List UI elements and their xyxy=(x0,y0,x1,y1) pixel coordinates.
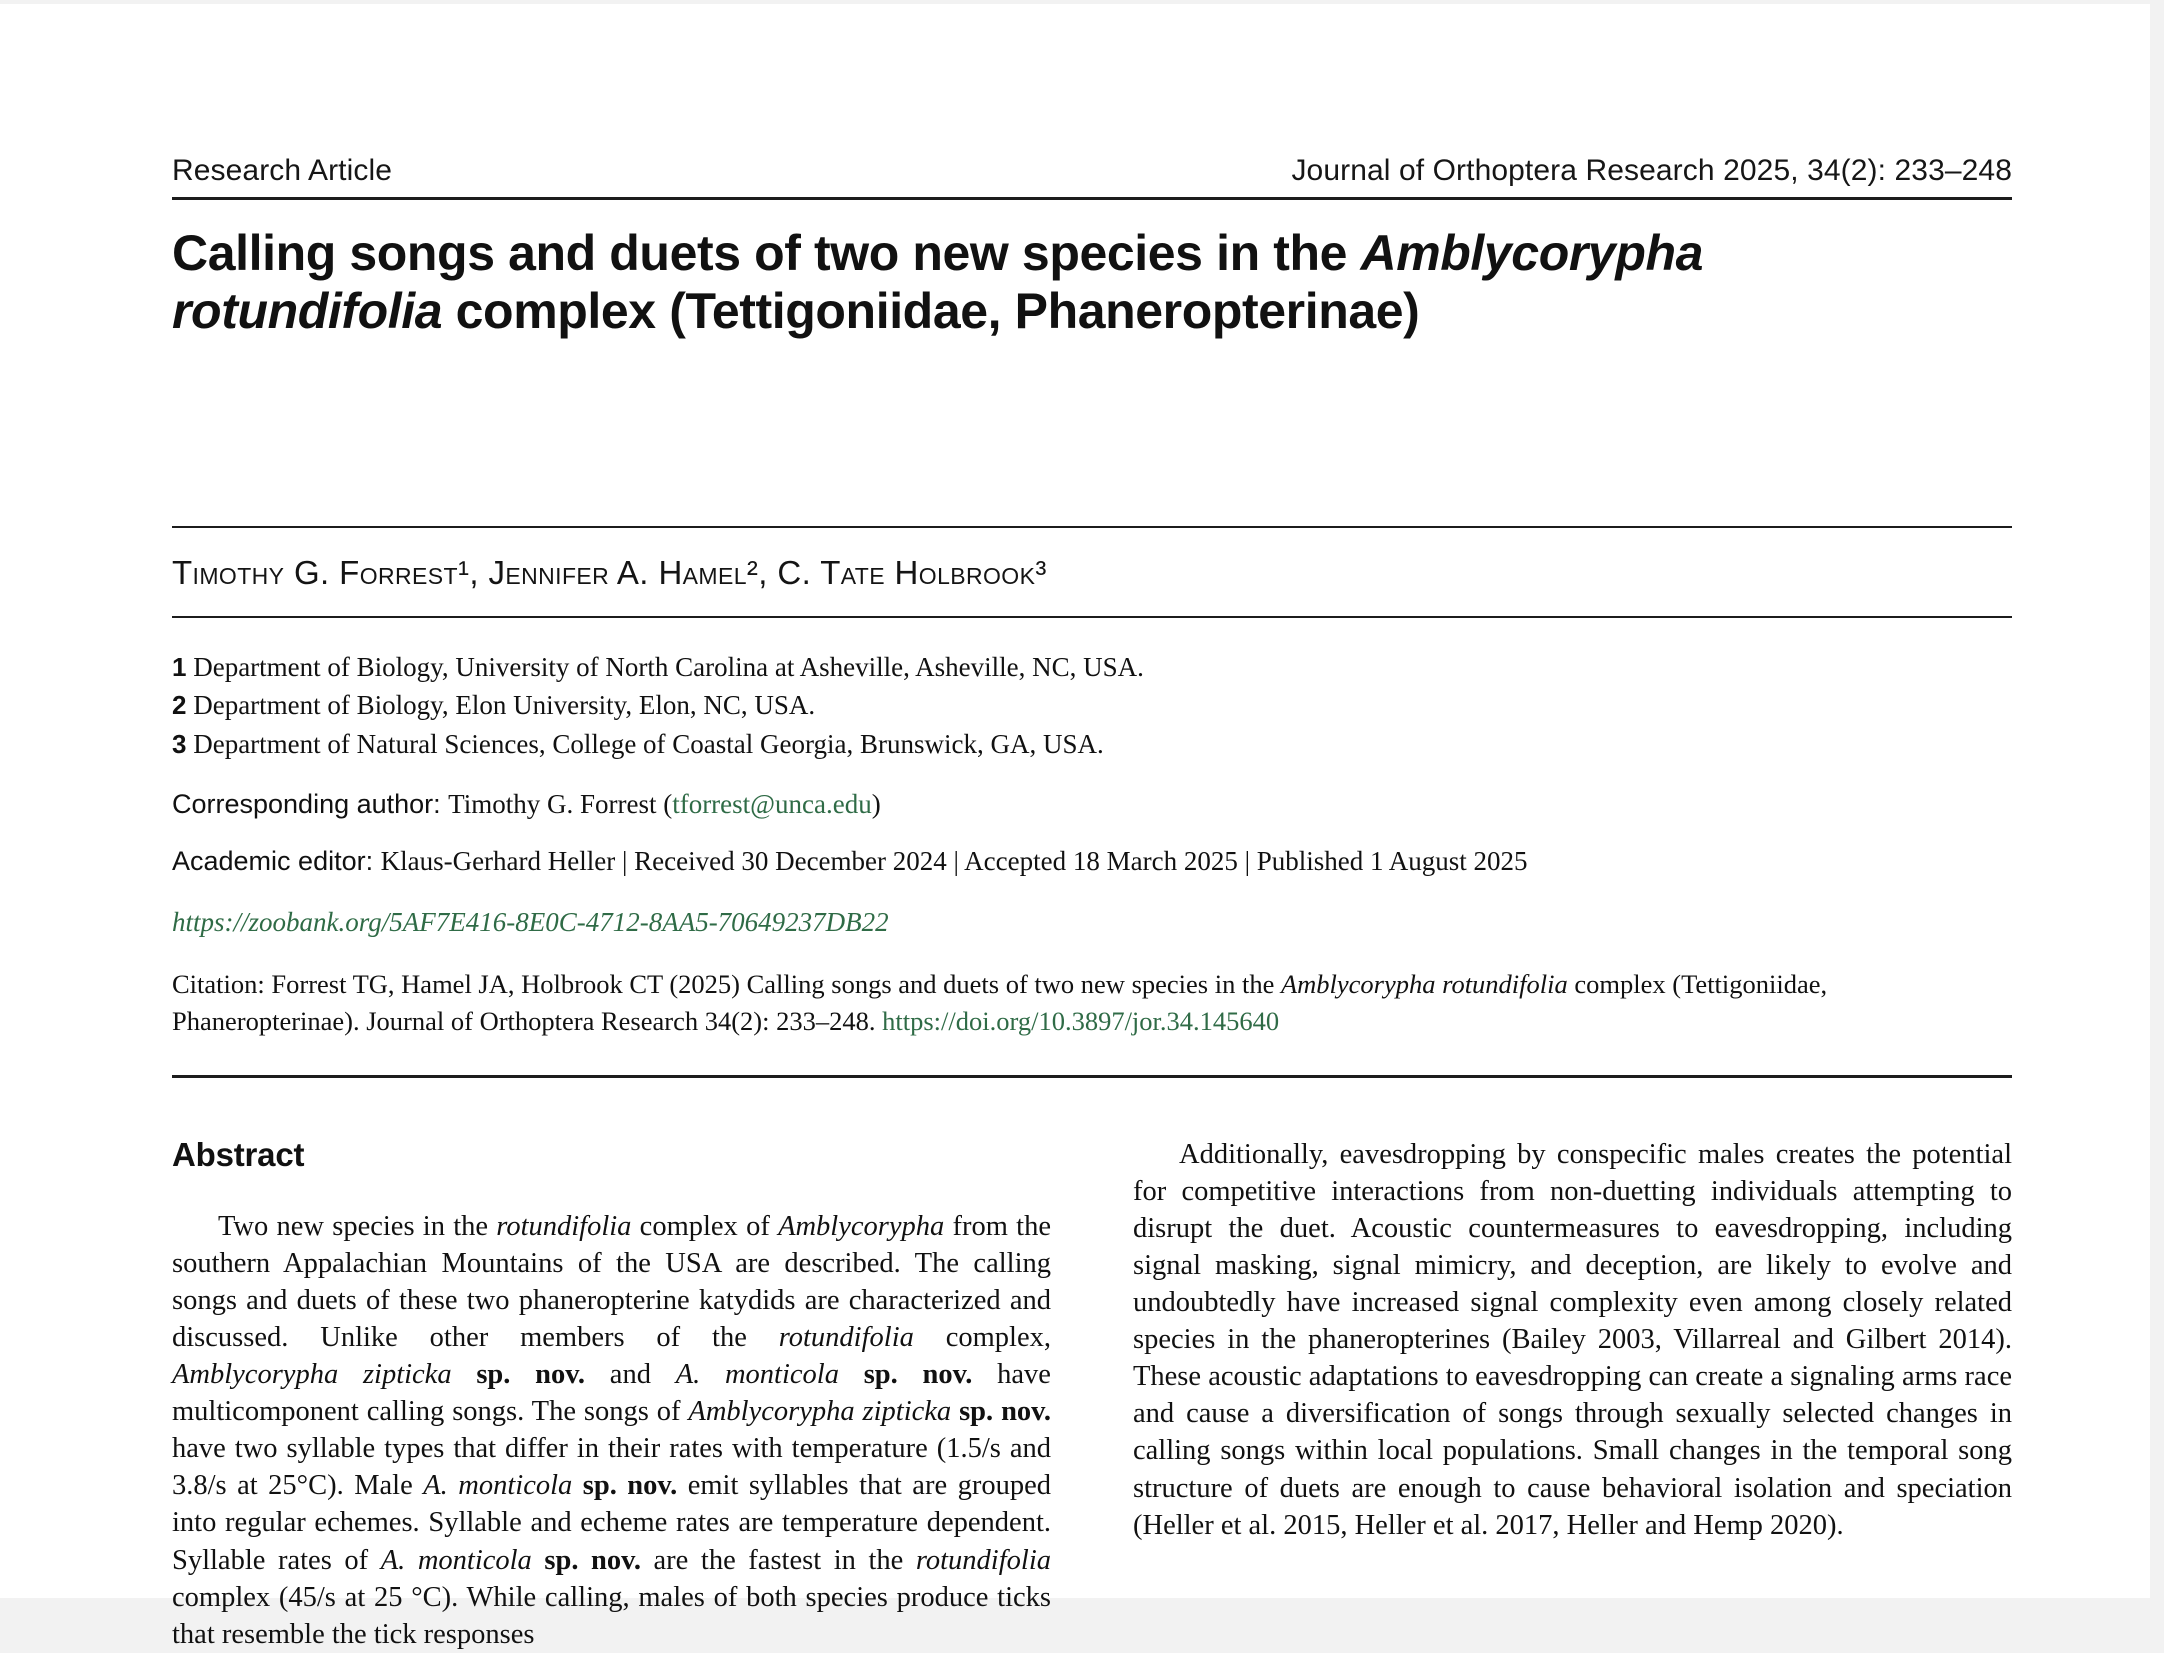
title-part-1: Calling songs and duets of two new species in the xyxy=(172,225,1361,281)
affiliation-1-text: Department of Biology, University of North Carolina at Asheville, Asheville, NC, USA. xyxy=(193,652,1144,682)
article-type-label: Research Article xyxy=(172,154,393,187)
corresponding-author-paren: ) xyxy=(871,788,881,819)
citation-block xyxy=(172,966,2012,1039)
corresponding-author-name: Timothy G. Forrest ( xyxy=(448,788,673,819)
page-title xyxy=(172,224,1972,340)
citation-part-1: Citation: Forrest TG, Hamel JA, Holbrook CT (2025) Calling songs and duets of two new species in the xyxy=(172,968,1281,999)
abs-b2: sp. nov. xyxy=(838,1359,973,1391)
abs-t4: complex, xyxy=(913,1322,1051,1354)
affiliation-3-number: 3 xyxy=(172,728,187,759)
citation-part-2: complex (Tettigoniidae, Phaneropterinae). Journal of Orthoptera Research 34(2): 233–248. xyxy=(172,968,1828,1036)
two-column-body xyxy=(172,1136,2012,1653)
corresponding-author-email-link[interactable]: tforrest@unca.edu xyxy=(672,788,872,819)
affiliation-3 xyxy=(172,725,2012,763)
abs-i4: Amblycorypha zipticka xyxy=(172,1359,452,1391)
abs-b5: sp. nov. xyxy=(531,1544,641,1576)
page-content xyxy=(172,4,2012,1653)
title-part-3: complex (Tettigoniidae, Phaneropterinae) xyxy=(442,283,1420,339)
affiliation-2-number: 2 xyxy=(172,690,187,721)
abs-i7: A. monticola xyxy=(423,1470,573,1502)
abs-i2: Amblycorypha xyxy=(778,1211,945,1243)
abs-b1: sp. nov. xyxy=(451,1359,586,1391)
abstract-paragraph xyxy=(172,1208,1051,1653)
author-list: Timothy G. Forrest¹, Jennifer A. Hamel², C. Tate Holbrook³ xyxy=(172,554,1047,591)
abs-i8: A. monticola xyxy=(380,1544,532,1576)
abs-t2: complex of xyxy=(631,1211,779,1243)
abs-t1: Two new species in the xyxy=(218,1211,497,1243)
abs-t6: have multicomponent calling songs. The songs of xyxy=(172,1359,1051,1428)
abs-t5: and xyxy=(585,1359,676,1391)
right-column-paragraph: Additionally, eavesdropping by conspecific males creates the potential for competitive interactions from non-duetting individuals attempting to disrupt the duet. Acoustic countermeasures to eavesdropping, including signal masking, signal mimicry, and deception, are likely to evolve and undoubtedly have increased signal complexity even among closely related species in the phaneropterines (Bailey 2003, Villarreal and Gilbert 2014). These acoustic adaptations to eavesdropping can create a signaling arms race and cause a diversification of songs through sexually selected changes in calling songs within local populations. Small changes in the temporal song structure of duets are enough to cause behavioral isolation and speciation (Heller et al. 2015, Heller et al. 2017, Heller and Hemp 2020). xyxy=(1133,1139,2012,1541)
abs-t9: are the fastest in the xyxy=(640,1544,916,1576)
abs-i3: rotundifolia xyxy=(778,1322,914,1354)
affiliation-1-number: 1 xyxy=(172,652,187,682)
authors-rule-bottom xyxy=(172,616,2012,618)
editorial-history-text: Klaus-Gerhard Heller | Received 30 December 2024 | Accepted 18 March 2025 | Published 1 August 2025 xyxy=(380,845,1528,876)
affiliation-3-text: Department of Natural Sciences, College of Coastal Georgia, Brunswick, GA, USA. xyxy=(193,728,1104,759)
affiliation-2 xyxy=(172,686,2012,724)
journal-citation-line: Journal of Orthoptera Research 2025, 34(2): 233–248 xyxy=(1291,154,2012,187)
affiliation-2-text: Department of Biology, Elon University, Elon, NC, USA. xyxy=(193,690,816,721)
abs-t3: from the southern Appalachian Mountains of the USA are described. The calling songs and duets of these two phaneropterine katydids are characterized and discussed. Unlike other members of the xyxy=(172,1211,1051,1354)
running-head xyxy=(172,4,2012,188)
abs-b4: sp. nov. xyxy=(572,1470,678,1502)
zoobank-line xyxy=(172,907,2012,938)
header-rule xyxy=(172,197,2012,200)
right-column xyxy=(1133,1136,2012,1653)
abs-i1: rotundifolia xyxy=(496,1211,632,1243)
metadata-block xyxy=(172,648,2012,1078)
authors-block xyxy=(172,526,2012,618)
left-column xyxy=(172,1136,1051,1653)
academic-editor-label: Academic editor: xyxy=(172,845,381,876)
abs-i9: rotundifolia xyxy=(915,1544,1051,1576)
title-species: rotundifolia xyxy=(172,283,443,339)
abs-t7: have two syllable types that differ in their rates with temperature (1.5/s and 3.8/s at 25°C). Male xyxy=(172,1433,1051,1502)
abs-t10: complex (45/s at 25 °C). While calling, males of both species produce ticks that resemble the tick responses xyxy=(172,1581,1051,1650)
affiliation-1 xyxy=(172,648,2012,686)
corresponding-author-line xyxy=(172,789,2012,820)
abs-b3: sp. nov. xyxy=(951,1396,1051,1428)
doi-link[interactable]: https://doi.org/10.3897/jor.34.145640 xyxy=(882,1005,1280,1036)
editorial-history-line xyxy=(172,846,2012,877)
abs-t8: emit syllables that are grouped into regular echemes. Syllable and echeme rates are temperature dependent. Syllable rates of xyxy=(172,1470,1051,1576)
abs-i6: Amblycorypha zipticka xyxy=(688,1396,952,1428)
metadata-bottom-rule xyxy=(172,1075,2012,1078)
title-genus: Amblycorypha xyxy=(1360,225,1704,281)
abs-i5: A. monticola xyxy=(675,1359,839,1391)
corresponding-author-label: Corresponding author: xyxy=(172,788,449,819)
citation-taxon: Amblycorypha rotundifolia xyxy=(1280,968,1568,999)
zoobank-link[interactable]: https://zoobank.org/5AF7E416-8E0C-4712-8AA5-70649237DB22 xyxy=(172,906,889,937)
paper-page xyxy=(0,4,2150,1650)
abstract-heading: Abstract xyxy=(172,1136,305,1174)
